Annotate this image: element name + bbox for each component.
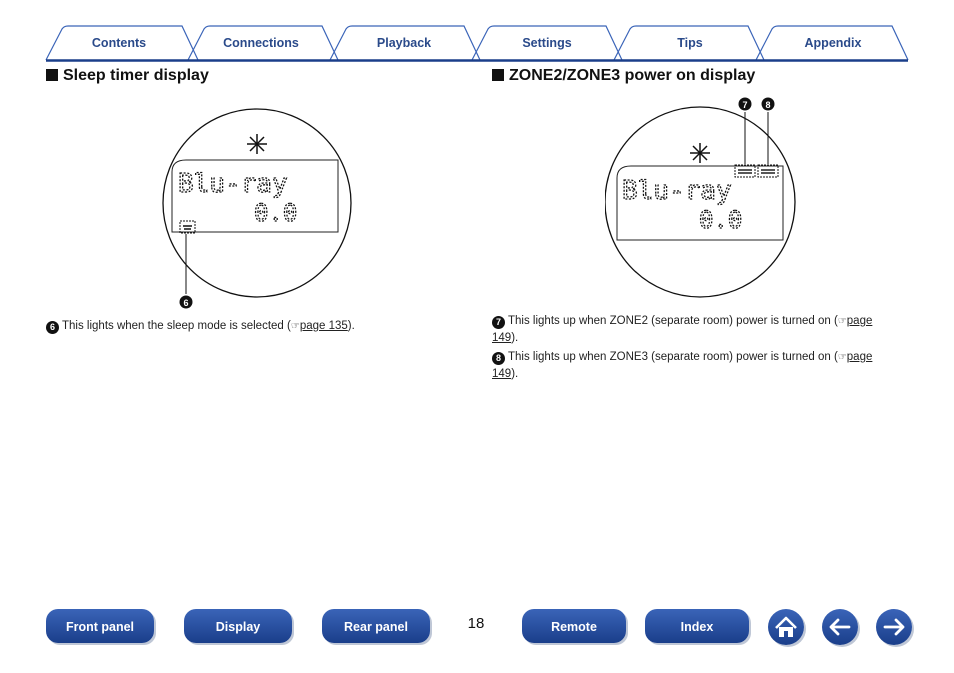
svg-text:6: 6 xyxy=(183,298,189,308)
tab-playback[interactable]: Playback xyxy=(376,36,432,50)
tab-bar-outline xyxy=(0,0,954,64)
index-button[interactable]: Index xyxy=(645,609,749,643)
tab-tips[interactable]: Tips xyxy=(677,36,703,50)
note-number: 8 xyxy=(492,352,505,365)
zone-display-diagram xyxy=(605,92,805,317)
pointing-hand-icon: ☞ xyxy=(837,316,847,327)
heading-sleep-timer: Sleep timer display xyxy=(46,67,209,85)
display-text-line2: 0.0 xyxy=(254,199,298,227)
pointing-hand-icon: ☞ xyxy=(290,321,300,332)
page-number: 18 xyxy=(467,615,485,632)
display-text-line1: Blu-ray xyxy=(178,169,288,199)
tab-appendix[interactable]: Appendix xyxy=(804,36,862,50)
svg-text:8: 8 xyxy=(765,100,771,110)
tab-contents[interactable]: Contents xyxy=(91,36,147,50)
sleep-display-diagram xyxy=(162,108,362,318)
display-text-line2: 0.0 xyxy=(699,206,743,234)
note-number: 6 xyxy=(46,321,59,334)
arrow-right-icon xyxy=(876,609,912,645)
pointing-hand-icon: ☞ xyxy=(837,352,847,363)
tab-bar xyxy=(0,0,954,64)
page-link-135[interactable]: page 135 xyxy=(299,320,348,332)
remote-button[interactable]: Remote xyxy=(522,609,626,643)
heading-zone-power: ZONE2/ZONE3 power on display xyxy=(492,67,755,85)
page-link-149[interactable]: page 149 xyxy=(492,351,873,380)
forward-button[interactable] xyxy=(876,609,912,645)
page-link-149[interactable]: page 149 xyxy=(492,315,873,344)
back-button[interactable] xyxy=(822,609,858,645)
note-zone3: 8 This lights up when ZONE3 (separate room) power is turned on (☞page 149). xyxy=(492,351,873,380)
note-sleep: 6 This lights when the sleep mode is selected (☞page 135). xyxy=(46,318,456,335)
home-icon xyxy=(768,609,804,645)
home-button[interactable] xyxy=(768,609,804,645)
front-panel-button[interactable]: Front panel xyxy=(46,609,154,643)
display-text-line1: Blu-ray xyxy=(622,176,732,206)
rear-panel-button[interactable]: Rear panel xyxy=(322,609,430,643)
svg-text:7: 7 xyxy=(742,100,748,110)
note-number: 7 xyxy=(492,316,505,329)
note-zone2: 7 This lights up when ZONE2 (separate room) power is turned on (☞page 149). xyxy=(492,315,873,344)
tab-settings[interactable]: Settings xyxy=(522,36,572,50)
display-button[interactable]: Display xyxy=(184,609,292,643)
star-icon xyxy=(247,134,267,154)
star-icon xyxy=(690,143,710,163)
arrow-left-icon xyxy=(822,609,858,645)
tab-connections[interactable]: Connections xyxy=(223,36,299,50)
